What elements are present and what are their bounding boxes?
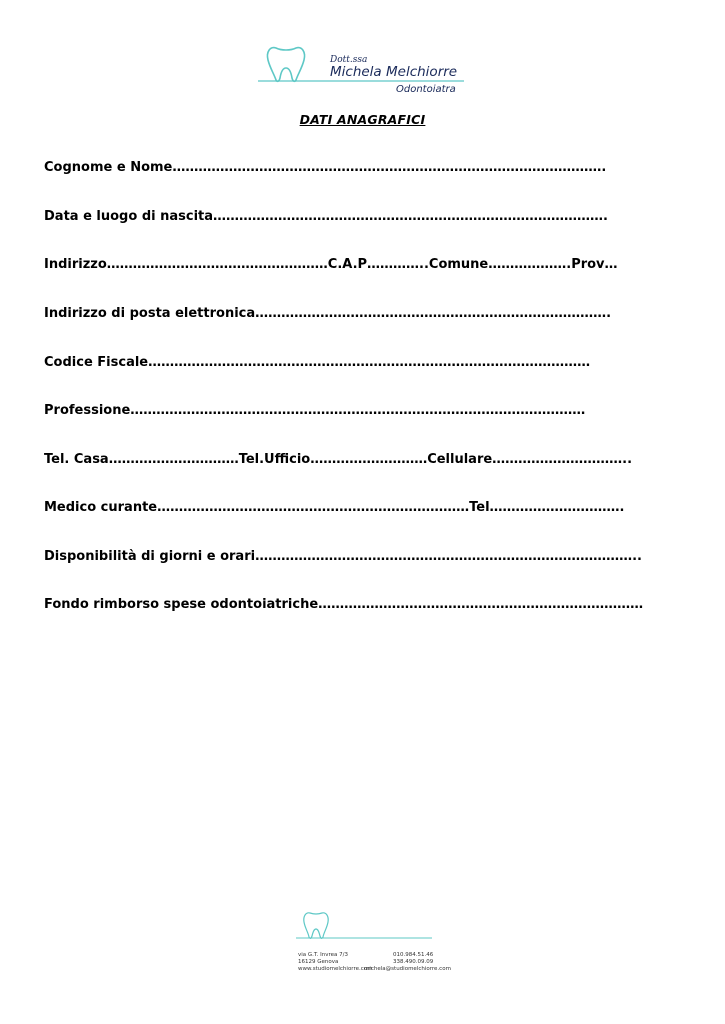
field-data-luogo-nascita[interactable]: Data e luogo di nascita………………………………………………………………………………. xyxy=(44,209,608,224)
footer-phone1: 010.984.51.46 xyxy=(393,952,434,958)
footer-address-line2: 16129 Genova xyxy=(298,959,339,965)
field-medico-curante[interactable]: Medico curante………………………………………………………………Tel…………………………. xyxy=(44,500,625,515)
logo-profession: Odontoiatra xyxy=(396,84,456,95)
footer-address-line1: via G.T. Invrea 7/3 xyxy=(298,952,348,958)
logo-title-prefix: Dott.ssa xyxy=(330,55,368,65)
header-logo xyxy=(258,44,473,100)
document-title: DATI ANAGRAFICI xyxy=(299,112,426,127)
footer-website[interactable]: www.studiomelchiorre.com xyxy=(298,966,373,972)
field-cognome-nome[interactable]: Cognome e Nome………………………………………………………………………………………. xyxy=(44,160,607,175)
field-email[interactable]: Indirizzo di posta elettronica………………………………………………………………………. xyxy=(44,306,612,321)
tooth-footer-icon xyxy=(296,910,436,942)
logo-doctor-name: Michela Melchiorre xyxy=(330,64,458,80)
field-disponibilita[interactable]: Disponibilità di giorni e orari…………………………………………………………………………….. xyxy=(44,549,642,564)
field-professione[interactable]: Professione…………………………………………………………………………………………… xyxy=(44,403,586,418)
field-codice-fiscale[interactable]: Codice Fiscale………………………………………………………………………………………… xyxy=(44,355,591,370)
field-telefoni[interactable]: Tel. Casa…………………………Tel.Ufficio………………………Cellulare………………………….. xyxy=(44,452,633,467)
footer-email[interactable]: michela@studiomelchiorre.com xyxy=(364,966,451,972)
field-indirizzo[interactable]: Indirizzo……………………………………………C.A.P…………..Comune……………….Prov… xyxy=(44,257,618,272)
field-fondo-rimborso[interactable]: Fondo rimborso spese odontoiatriche………………………………………………………………… xyxy=(44,597,644,612)
footer-phone2: 338.490.09.09 xyxy=(393,959,434,965)
